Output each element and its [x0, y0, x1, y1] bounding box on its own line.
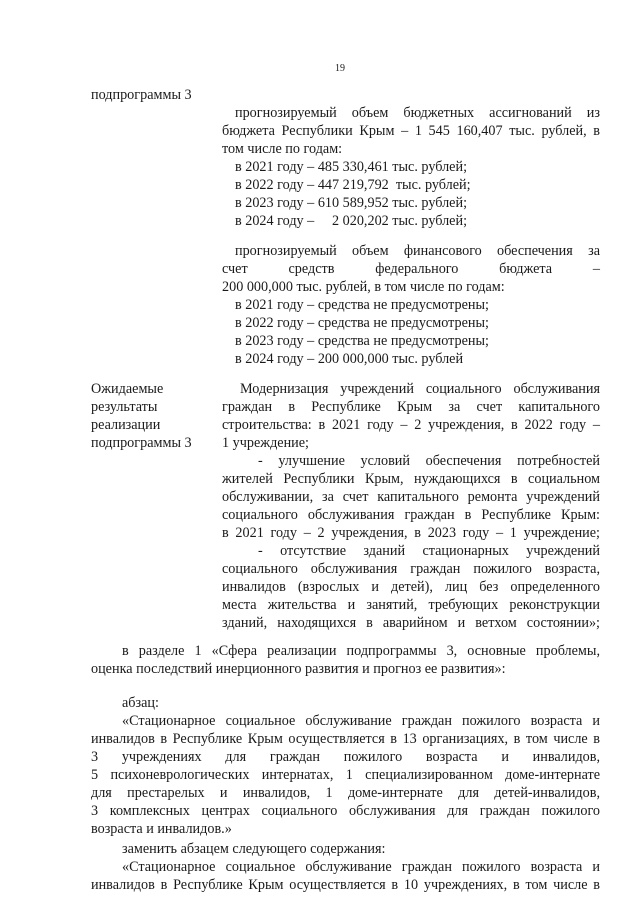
- text-line: в 2021 году – средства не предусмотрены;: [235, 297, 489, 313]
- text-line: инвалидов (взрослых и детей), лиц без определенного: [222, 579, 600, 595]
- text-line: зданий, находящихся в аварийном и ветхом состоянии»;: [222, 615, 600, 631]
- text-line: в 2024 году – 2 020,202 тыс. рублей;: [235, 213, 468, 229]
- text-line: 5 психоневрологических интернатах, 1 специализированном доме-интернате: [91, 767, 600, 783]
- table-row-label: реализации: [91, 417, 161, 433]
- text-line: места жительства и занятий, требующих реконструкции: [222, 597, 600, 613]
- text-line: том числе по годам:: [222, 141, 343, 157]
- text-line: в 2021 году – 2 учреждения, в 2023 году – 1 учреждение;: [222, 525, 600, 541]
- text-line: в 2023 году – 610 589,952 тыс. рублей;: [235, 195, 468, 211]
- text-line: в 2022 году – 447 219,792 тыс. рублей;: [235, 177, 471, 193]
- text-line: инвалидов в Республике Крым осуществляется в 13 организациях, в том числе в: [91, 731, 600, 747]
- text-line: оценка последствий инерционного развития и прогноз ее развития»:: [91, 661, 506, 677]
- text-line: социального обслуживания граждан пожилого возраста,: [222, 561, 600, 577]
- text-line: в 2022 году – средства не предусмотрены;: [235, 315, 489, 331]
- text-line: - отсутствие зданий стационарных учреждений: [258, 543, 600, 559]
- text-line: 200 000,000 тыс. рублей, в том числе по годам:: [222, 279, 505, 295]
- text-line: в 2023 году – средства не предусмотрены;: [235, 333, 489, 349]
- text-line: счет средств федерального бюджета –: [222, 261, 600, 277]
- text-line: - улучшение условий обеспечения потребностей: [258, 453, 600, 469]
- text-line: строительства: в 2021 году – 2 учреждения, в 2022 году –: [222, 417, 600, 433]
- text-line: граждан в Республике Крым за счет капитального: [222, 399, 600, 415]
- text-line: заменить абзацем следующего содержания:: [122, 841, 386, 857]
- text-line: для престарелых и инвалидов, 1 доме-интернате для детей-инвалидов,: [91, 785, 600, 801]
- text-line: Модернизация учреждений социального обслуживания: [240, 381, 600, 397]
- table-row-label: подпрограммы 3: [91, 435, 192, 451]
- text-line: «Стационарное социальное обслуживание граждан пожилого возраста и: [122, 713, 600, 729]
- table-row-label: результаты: [91, 399, 158, 415]
- text-line: «Стационарное социальное обслуживание граждан пожилого возраста и: [122, 859, 600, 875]
- text-line: 3 учреждениях для граждан пожилого возраста и инвалидов,: [91, 749, 600, 765]
- text-line: в 2024 году – 200 000,000 тыс. рублей: [235, 351, 464, 367]
- table-row-label: Ожидаемые: [91, 381, 164, 397]
- text-line: жителей Республики Крым, нуждающихся в социальном: [222, 471, 600, 487]
- text-line: прогнозируемый объем финансового обеспечения за: [235, 243, 600, 259]
- text-line: инвалидов в Республике Крым осуществляется в 10 учреждениях, в том числе в: [91, 877, 600, 893]
- text-line: в разделе 1 «Сфера реализации подпрограммы 3, основные проблемы,: [122, 643, 600, 659]
- text-line: социального обслуживания граждан в Республике Крым:: [222, 507, 600, 523]
- table-row-label: подпрограммы 3: [91, 87, 192, 103]
- text-line: бюджета Республики Крым – 1 545 160,407 тыс. рублей, в: [222, 123, 600, 139]
- text-line: обслуживании, за счет капитального ремонта учреждений: [222, 489, 600, 505]
- page-number: 19: [335, 63, 345, 74]
- text-line: 3 комплексных центрах социального обслуживания для граждан пожилого: [91, 803, 600, 819]
- text-line: возраста и инвалидов.»: [91, 821, 232, 837]
- text-line: в 2021 году – 485 330,461 тыс. рублей;: [235, 159, 468, 175]
- text-line: прогнозируемый объем бюджетных ассигнований из: [235, 105, 600, 121]
- text-line: абзац:: [122, 695, 159, 711]
- text-line: 1 учреждение;: [222, 435, 310, 451]
